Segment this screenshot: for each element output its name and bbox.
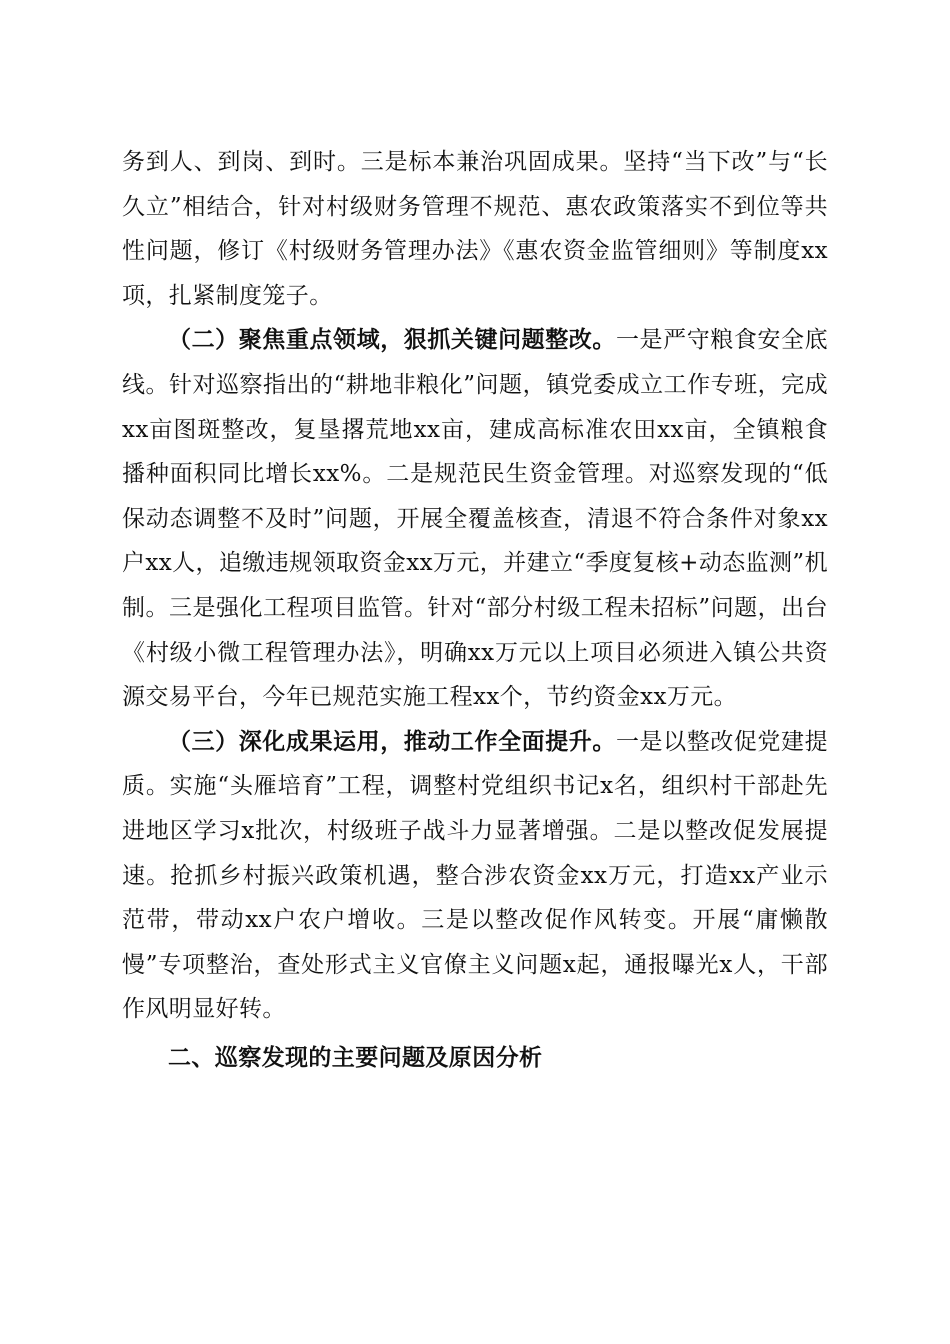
paragraph-text: 务到人、到岗、到时。三是标本兼治巩固成果。坚持“当下改”与“长久立”相结合，针对村级财务管理不规范、惠农政策落实不到位等共性问题，修订《村级财务管理办法》《惠农资金监管细则》等制度xx项，扎紧制度笼子。 <box>122 149 828 309</box>
paragraph-focus-key-areas <box>122 318 828 719</box>
paragraph-text: 一是以整改促党建提质。实施“头雁培育”工程，调整村党组织书记x名，组织村干部赴先进地区学习x批次，村级班子战斗力显著增强。二是以整改促发展提速。抢抓乡村振兴政策机遇，整合涉农资金xx万元，打造xx产业示范带，带动xx户农户增收。三是以整改促作风转变。开展“庸懒散慢”专项整治，查处形式主义官僚主义问题x起，通报曝光x人，干部作风明显好转。 <box>122 728 828 1023</box>
paragraph-deepen-results <box>122 720 828 1032</box>
paragraph-text: 一是严守粮食安全底线。针对巡察指出的“耕地非粮化”问题，镇党委成立工作专班，完成xx亩图斑整改，复垦撂荒地xx亩，建成高标准农田xx亩，全镇粮食播种面积同比增长xx%。二是规范民生资金管理。对巡察发现的“低保动态调整不及时”问题，开展全覆盖核查，清退不符合条件对象xx户xx人，追缴违规领取资金xx万元，并建立“季度复核+动态监测”机制。三是强化工程项目监管。针对“部分村级工程未招标”问题，出台《村级小微工程管理办法》，明确xx万元以上项目必须进入镇公共资源交易平台，今年已规范实施工程xx个，节约资金xx万元。 <box>122 327 828 711</box>
document-body <box>122 140 828 1080</box>
paragraph-lead-heading: （二）聚焦重点领域，狠抓关键问题整改。 <box>168 327 616 354</box>
paragraph-continuation <box>122 140 828 318</box>
paragraph-lead-heading: （三）深化成果运用，推动工作全面提升。 <box>168 728 616 755</box>
section-heading: 二、巡察发现的主要问题及原因分析 <box>168 1044 543 1071</box>
